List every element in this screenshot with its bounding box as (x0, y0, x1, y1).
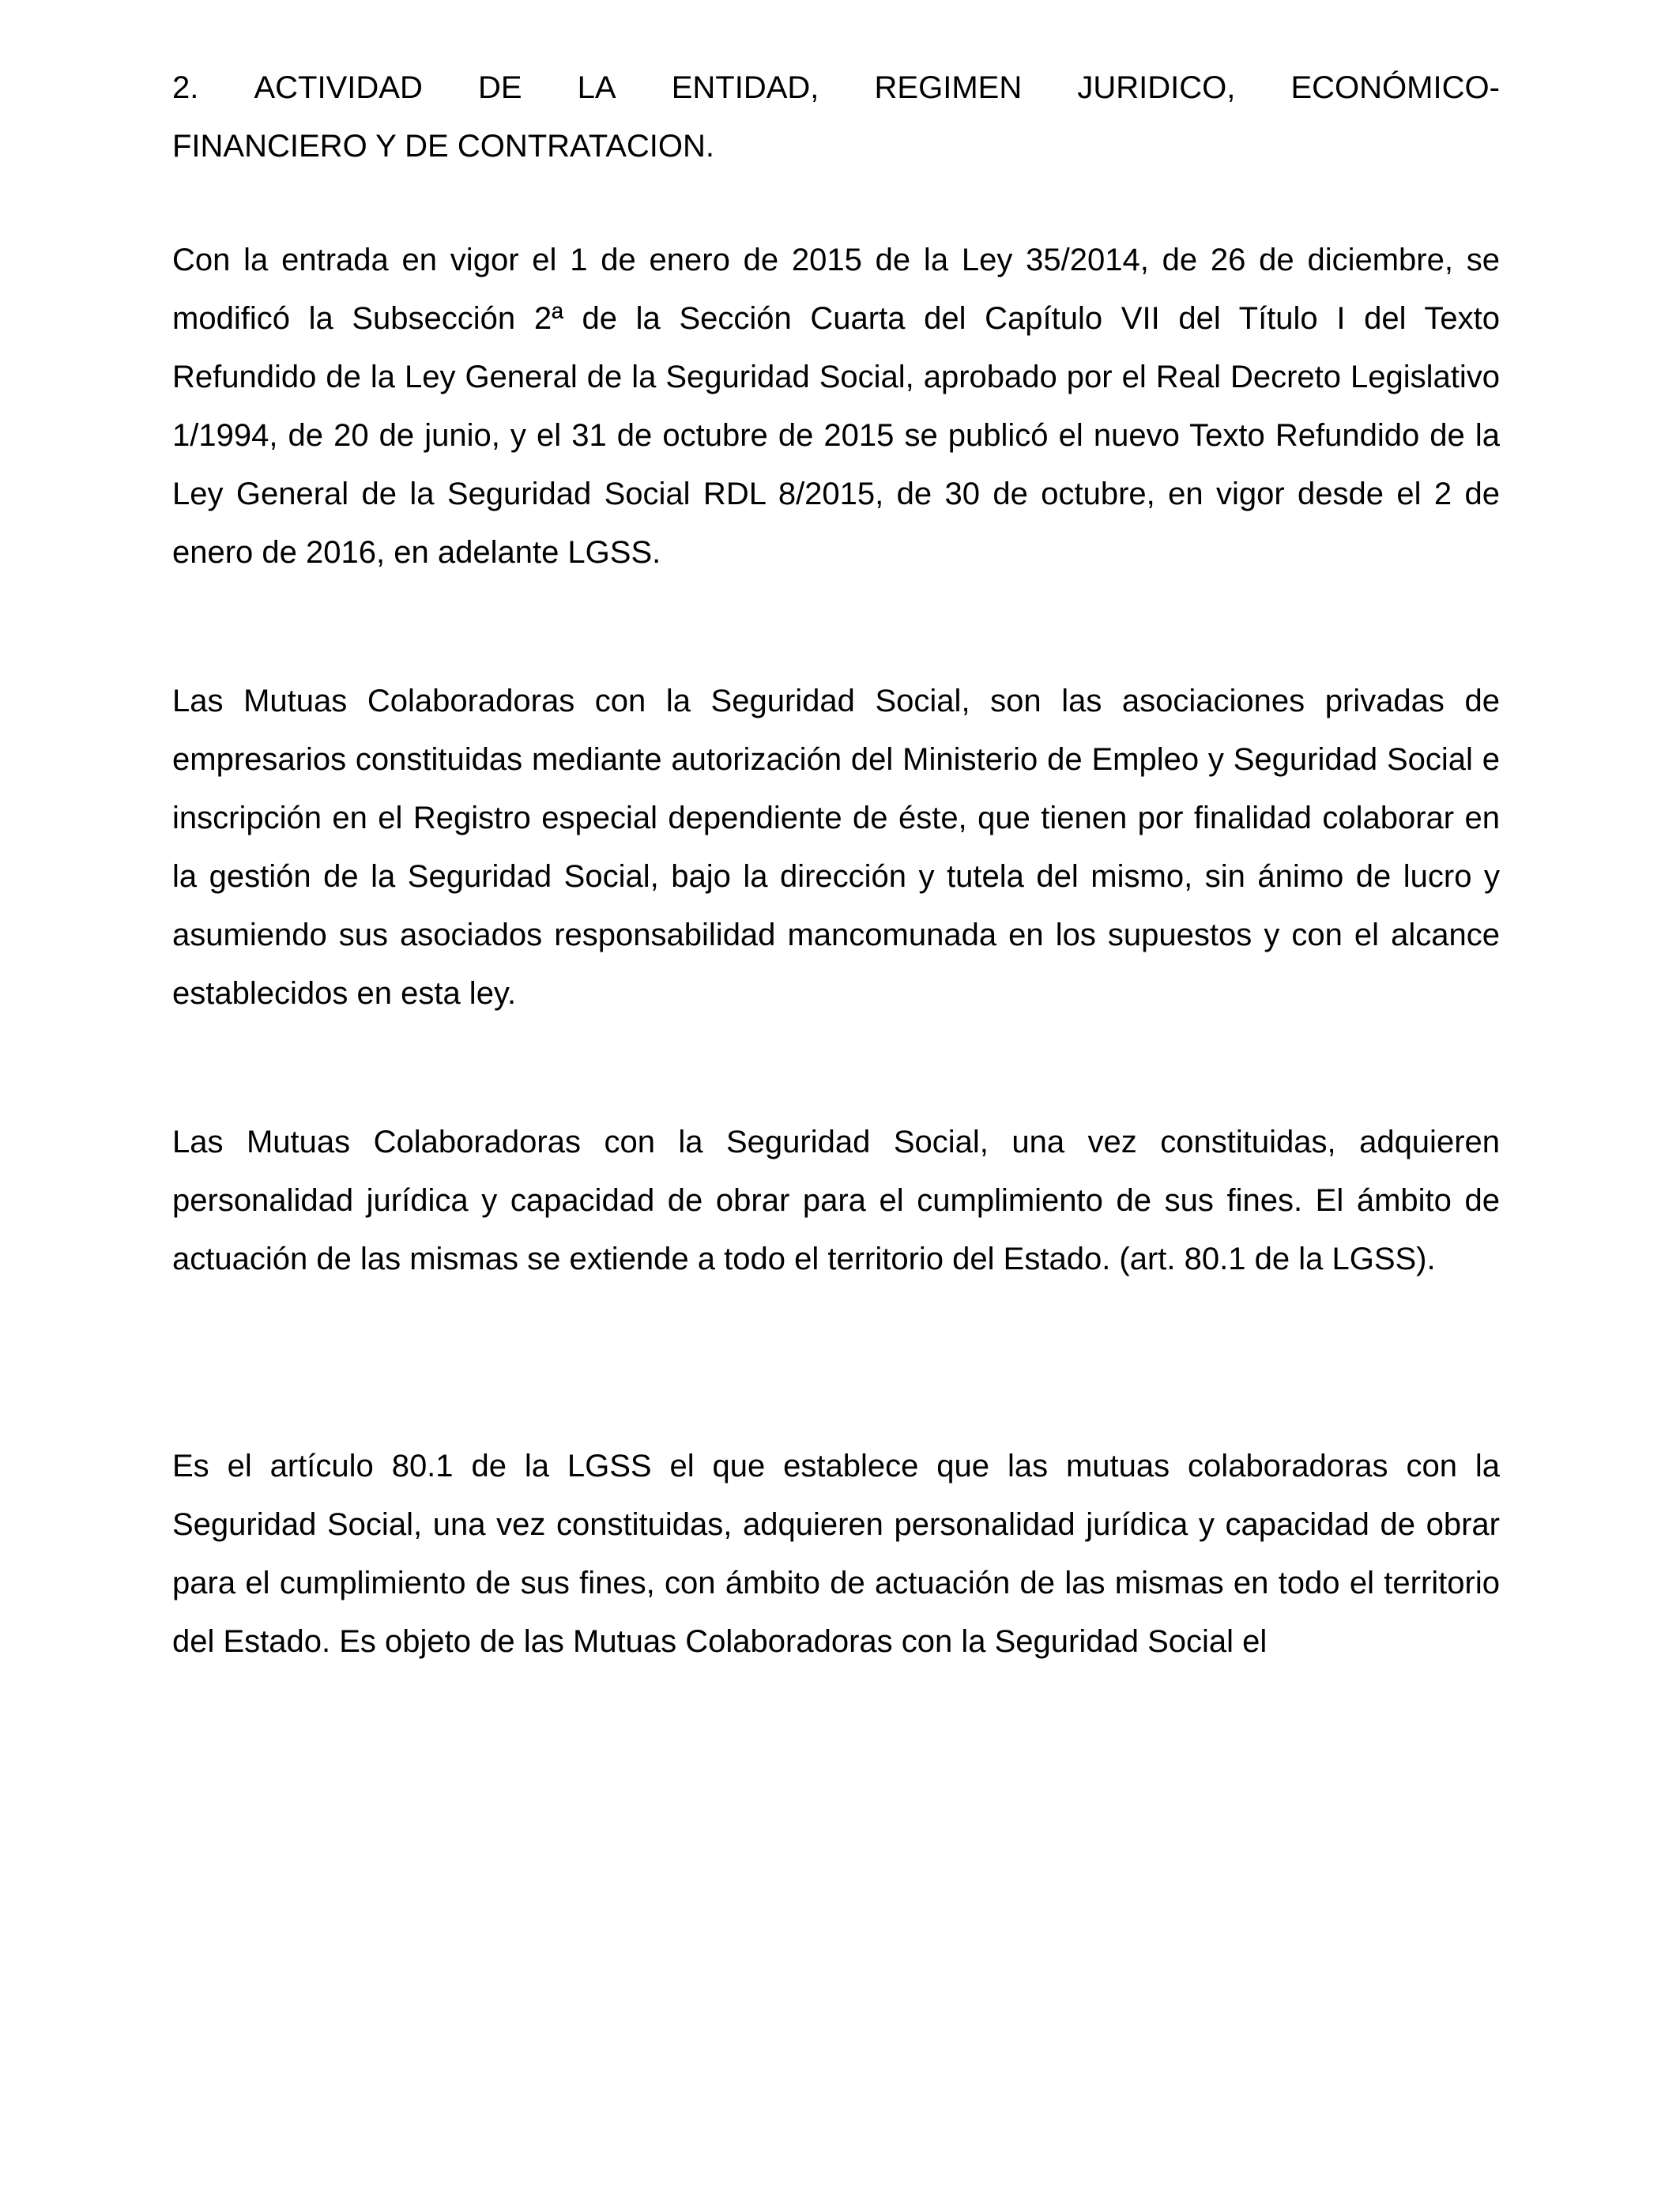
heading-word: ECONÓMICO- (1290, 70, 1500, 105)
section-heading-line-2: FINANCIERO Y DE CONTRATACION. (172, 129, 714, 164)
paragraph-1: Con la entrada en vigor el 1 de enero de 2015 de la Ley 35/2014, de 26 de diciembre, se modificó la Subsección 2ª de la Sección Cuarta del Capítulo VII del Título I del Texto Refundido de la Ley General de la Seguridad Social, aprobado por el Real Decreto Legislativo 1/1994, de 20 de junio, y el 31 de octubre de 2015 se publicó el nuevo Texto Refundido de la Ley General de la Seguridad Social RDL 8/2015, de 30 de octubre, en vigor desde el 2 de enero de 2016, en adelante LGSS. (172, 243, 1500, 570)
paragraph-3: Las Mutuas Colaboradoras con la Seguridad Social, una vez constituidas, adquieren personalidad jurídica y capacidad de obrar para el cumplimiento de sus fines. El ámbito de actuación de las mismas se extiende a todo el territorio del Estado. (art. 80.1 de la LGSS). (172, 1125, 1500, 1276)
section-heading-line-1 (172, 58, 1500, 117)
heading-word: ACTIVIDAD (254, 70, 423, 105)
paragraph-2: Las Mutuas Colaboradoras con la Seguridad Social, son las asociaciones privadas de empresarios constituidas mediante autorización del Ministerio de Empleo y Seguridad Social e inscripción en el Registro especial dependiente de éste, que tienen por finalidad colaborar en la gestión de la Seguridad Social, bajo la dirección y tutela del mismo, sin ánimo de lucro y asumiendo sus asociados responsabilidad mancomunada en los supuestos y con el alcance establecidos en esta ley. (172, 684, 1500, 1011)
heading-word: REGIMEN (874, 70, 1023, 105)
heading-word: ENTIDAD, (671, 70, 819, 105)
heading-word: LA (577, 70, 616, 105)
paragraph-4: Es el artículo 80.1 de la LGSS el que establece que las mutuas colaboradoras con la Seguridad Social, una vez constituidas, adquieren personalidad jurídica y capacidad de obrar para el cumplimiento de sus fines, con ámbito de actuación de las mismas en todo el territorio del Estado. Es objeto de las Mutuas Colaboradoras con la Seguridad Social el (172, 1449, 1500, 1659)
heading-word: DE (477, 70, 522, 105)
section-heading (172, 58, 1500, 175)
heading-word: 2. (172, 70, 199, 105)
heading-word: JURIDICO, (1077, 70, 1236, 105)
